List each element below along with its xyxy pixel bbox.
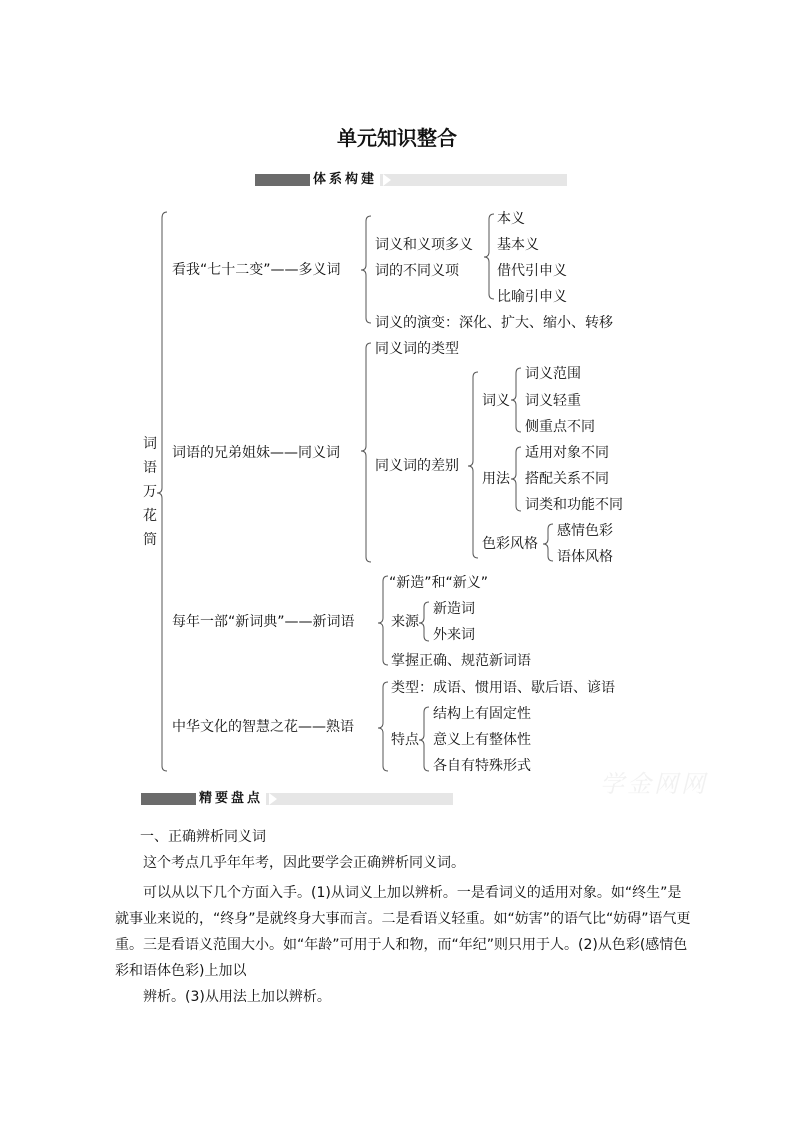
synonym-usage-label: 用法	[482, 471, 510, 487]
branch-synonym: 词语的兄弟姐妹——同义词	[172, 445, 340, 461]
idioms-features-label: 特点	[391, 732, 419, 748]
synonym-usage-item: 适用对象不同	[525, 445, 609, 461]
polysemy-evolution: 词义的演变：深化、扩大、缩小、转移	[375, 315, 613, 331]
new-words-source-label: 来源	[391, 614, 419, 630]
polysemy-sub2: 词的不同义项	[375, 263, 459, 279]
section-label-review: 精要盘点	[196, 792, 266, 806]
tree-root-label: 词 语 万 花 筒	[143, 436, 157, 548]
new-words-last: 掌握正确、规范新词语	[391, 653, 531, 669]
synonym-color-label: 色彩风格	[482, 536, 538, 552]
idioms-feature-item: 结构上有固定性	[433, 706, 531, 722]
branch-idioms: 中华文化的智慧之花——熟语	[172, 719, 354, 735]
section-header-review	[141, 793, 453, 805]
synonym-usage-item: 词类和功能不同	[525, 497, 623, 513]
synonym-color-item: 语体风格	[557, 549, 613, 565]
idioms-feature-item: 意义上有整体性	[433, 732, 531, 748]
synonym-meaning-label: 词义	[482, 393, 510, 409]
new-words-source-item: 新造词	[433, 601, 475, 617]
synonym-types: 同义词的类型	[375, 341, 459, 357]
new-words-first: “新造”和“新义”	[389, 575, 489, 591]
page-title: 单元知识整合	[337, 126, 457, 150]
body-heading: 一、正确辨析同义词	[140, 829, 266, 845]
synonym-meaning-item: 侧重点不同	[525, 419, 595, 435]
synonym-color-item: 感情色彩	[557, 523, 613, 539]
synonym-meaning-item: 词义范围	[525, 366, 581, 382]
watermark: 学金网网	[600, 770, 708, 798]
polysemy-leaf: 本义	[497, 211, 525, 227]
section-label-system: 体系构建	[310, 173, 380, 187]
body-paragraph-1: 这个考点几乎年年考，因此要学会正确辨析同义词。	[143, 855, 465, 871]
new-words-source-item: 外来词	[433, 627, 475, 643]
body-paragraph-3: 辨析。(3)从用法上加以辨析。	[143, 989, 331, 1005]
polysemy-leaf: 借代引申义	[497, 263, 567, 279]
synonym-meaning-item: 词义轻重	[525, 393, 581, 409]
body-paragraph-2: 可以从以下几个方面入手。(1)从词义上加以辨析。一是看词义的适用对象。如“终生”是就事业来说的，“终身”是就终身大事而言。二是看语义轻重。如“妨害”的语气比“妨碍”语气更重。三是看语义范围大小。如“年龄”可用于人和物，而“年纪”则只用于人。(2)从色彩(感情色彩和语体色彩)上加以	[115, 885, 691, 979]
branch-new-words: 每年一部“新词典”——新词语	[172, 614, 355, 630]
branch-polysemy: 看我“七十二变”——多义词	[172, 262, 341, 278]
synonym-diff: 同义词的差别	[375, 458, 459, 474]
polysemy-leaf: 比喻引申义	[497, 289, 567, 305]
idioms-feature-item: 各自有特殊形式	[433, 758, 531, 774]
polysemy-leaf: 基本义	[497, 237, 539, 253]
polysemy-sub1: 词义和义项多义	[375, 237, 473, 253]
idioms-types: 类型：成语、惯用语、歇后语、谚语	[391, 680, 615, 696]
synonym-usage-item: 搭配关系不同	[525, 471, 609, 487]
